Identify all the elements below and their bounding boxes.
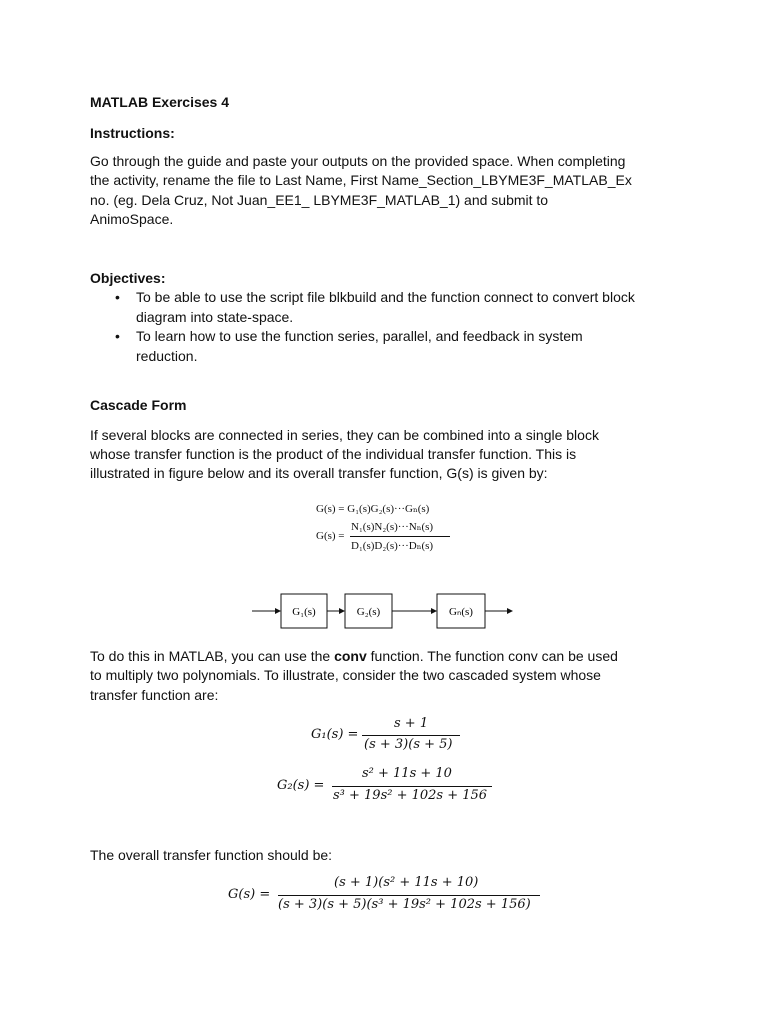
conv-line-text: function. The function conv can be used xyxy=(366,648,618,664)
conv-line xyxy=(90,647,690,667)
g-lhs: G(s) = xyxy=(228,887,271,902)
block-diagram xyxy=(250,588,520,634)
cascade-heading: Cascade Form xyxy=(90,397,187,413)
g2-numerator: s² + 11s + 10 xyxy=(362,766,452,781)
fraction-bar xyxy=(350,536,450,537)
instructions-line: Go through the guide and paste your outputs on the provided space. When completing xyxy=(90,153,626,169)
overall-text: The overall transfer function should be: xyxy=(90,847,333,863)
cascade-line: illustrated in figure below and its overall transfer function, G(s) is given by: xyxy=(90,465,548,481)
instructions-heading: Instructions: xyxy=(90,125,175,141)
instructions-line: AnimoSpace. xyxy=(90,211,174,227)
g1-lhs: G₁(s) = xyxy=(311,727,359,742)
instructions-line: no. (eg. Dela Cruz, Not Juan_EE1_ LBYME3F_MATLAB_1) and submit to xyxy=(90,192,549,208)
g1-denominator: (s + 3)(s + 5) xyxy=(364,737,453,752)
objectives-list xyxy=(90,288,690,366)
cascade-line: whose transfer function is the product of the individual transfer function. This is xyxy=(90,446,577,462)
objectives-heading: Objectives: xyxy=(90,270,166,286)
g1-numerator: s + 1 xyxy=(394,716,429,731)
objective-line: • To be able to use the script file blkbuild and the function connect to convert block xyxy=(136,289,635,305)
g2-lhs: G₂(s) = xyxy=(277,778,325,793)
conv-line: transfer function are: xyxy=(90,687,219,703)
conv-keyword: conv xyxy=(334,648,367,664)
block-g2-label: G₂(s) xyxy=(356,606,381,618)
document-title: MATLAB Exercises 4 xyxy=(90,94,230,110)
g2-denominator: s³ + 19s² + 102s + 156 xyxy=(333,788,488,803)
conv-line-text: To do this in MATLAB, you can use the xyxy=(90,648,335,664)
fraction-bar xyxy=(278,895,540,896)
block-g1-label: G₁(s) xyxy=(292,606,316,618)
fraction-bar xyxy=(332,786,492,787)
ratio-equation-denominator: D₁(s)D₂(s)···Dₙ(s) xyxy=(351,540,434,552)
ratio-equation-lhs: G(s) = xyxy=(316,530,345,542)
block-gn-label: Gₙ(s) xyxy=(449,606,473,618)
g-denominator: (s + 3)(s + 5)(s³ + 19s² + 102s + 156) xyxy=(278,897,531,912)
instructions-line: the activity, rename the file to Last Name, First Name_Section_LBYME3F_MATLAB_Ex xyxy=(90,172,632,188)
cascade-line: If several blocks are connected in series, they can be combined into a single block xyxy=(90,427,599,443)
ratio-equation-numerator: N₁(s)N₂(s)···Nₙ(s) xyxy=(351,521,434,533)
objective-item xyxy=(90,327,690,366)
objective-item xyxy=(90,288,690,327)
g-numerator: (s + 1)(s² + 11s + 10) xyxy=(334,875,479,890)
conv-line: to multiply two polynomials. To illustrate, consider the two cascaded system whose xyxy=(90,667,601,683)
objective-line: • To learn how to use the function series, parallel, and feedback in system xyxy=(136,328,583,345)
fraction-bar xyxy=(362,735,460,736)
objective-line: diagram into state-space. xyxy=(136,308,294,325)
objective-line: reduction. xyxy=(136,347,198,364)
product-equation: G(s) = G₁(s)G₂(s)···Gₙ(s) xyxy=(316,503,430,515)
